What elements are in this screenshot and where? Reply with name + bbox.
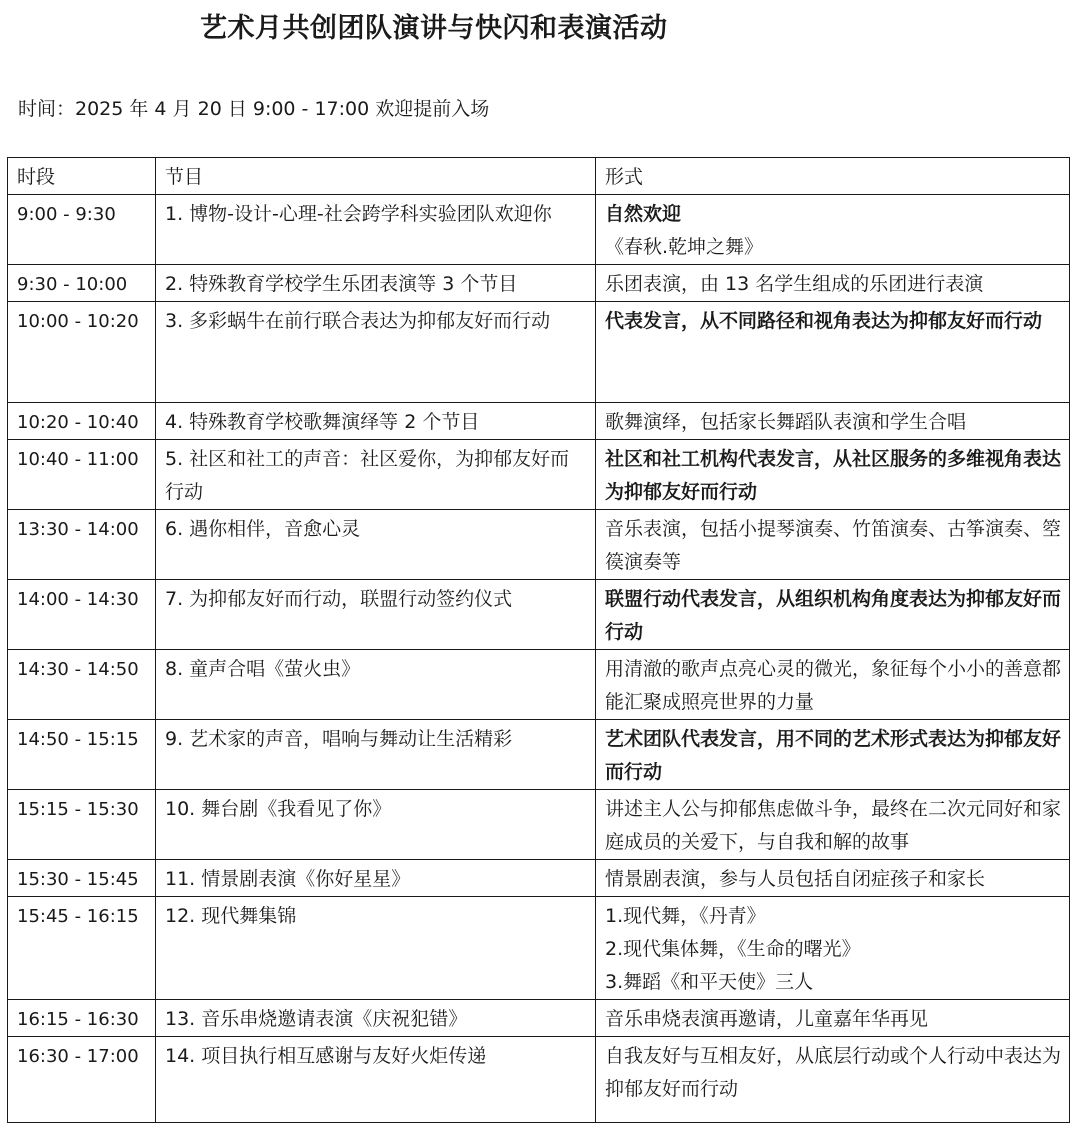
row-time: 10:40 - 11:00 bbox=[8, 440, 156, 510]
table-row bbox=[8, 302, 1070, 403]
row-program: 11. 情景剧表演《你好星星》 bbox=[156, 860, 596, 897]
form-line: 社区和社工机构代表发言，从社区服务的多维视角表达为抑郁友好而行动 bbox=[605, 448, 1062, 503]
row-program: 2. 特殊教育学校学生乐团表演等 3 个节目 bbox=[156, 265, 596, 302]
schedule-table bbox=[7, 157, 1070, 1123]
row-time: 14:30 - 14:50 bbox=[8, 650, 156, 720]
form-line: 歌舞演绎，包括家长舞蹈队表演和学生合唱 bbox=[605, 411, 967, 433]
table-row bbox=[8, 1000, 1070, 1037]
table-row bbox=[8, 1037, 1070, 1123]
row-form bbox=[596, 897, 1070, 1000]
row-form bbox=[596, 720, 1070, 790]
row-program: 4. 特殊教育学校歌舞演绎等 2 个节目 bbox=[156, 403, 596, 440]
table-row bbox=[8, 265, 1070, 302]
form-line: 代表发言，从不同路径和视角表达为抑郁友好而行动 bbox=[605, 310, 1043, 332]
table-row bbox=[8, 195, 1070, 265]
row-form bbox=[596, 510, 1070, 580]
row-program: 10. 舞台剧《我看见了你》 bbox=[156, 790, 596, 860]
row-program: 13. 音乐串烧邀请表演《庆祝犯错》 bbox=[156, 1000, 596, 1037]
table-row bbox=[8, 510, 1070, 580]
row-form bbox=[596, 1000, 1070, 1037]
document-title: 艺术月共创团队演讲与快闪和表演活动 bbox=[200, 13, 668, 44]
table-row bbox=[8, 897, 1070, 1000]
row-time: 13:30 - 14:00 bbox=[8, 510, 156, 580]
form-line: 情景剧表演，参与人员包括自闭症孩子和家长 bbox=[605, 868, 986, 890]
form-line: 自然欢迎 bbox=[605, 203, 682, 225]
row-form bbox=[596, 650, 1070, 720]
table-row bbox=[8, 650, 1070, 720]
form-line: 自我友好与互相友好，从底层行动或个人行动中表达为抑郁友好而行动 bbox=[605, 1045, 1062, 1100]
row-program: 9. 艺术家的声音，唱响与舞动让生活精彩 bbox=[156, 720, 596, 790]
form-line: 用清澈的歌声点亮心灵的微光，象征每个小小的善意都能汇聚成照亮世界的力量 bbox=[605, 658, 1062, 713]
row-form bbox=[596, 860, 1070, 897]
form-line: 讲述主人公与抑郁焦虑做斗争，最终在二次元同好和家庭成员的关爱下，与自我和解的故事 bbox=[605, 798, 1062, 853]
form-line: 1.现代舞，《丹青》 bbox=[605, 905, 766, 927]
row-program: 8. 童声合唱《萤火虫》 bbox=[156, 650, 596, 720]
row-time: 9:30 - 10:00 bbox=[8, 265, 156, 302]
row-time: 10:20 - 10:40 bbox=[8, 403, 156, 440]
row-time: 15:15 - 15:30 bbox=[8, 790, 156, 860]
row-form bbox=[596, 302, 1070, 403]
form-line: 2.现代集体舞，《生命的曙光》 bbox=[605, 938, 861, 960]
table-row bbox=[8, 860, 1070, 897]
table-row bbox=[8, 403, 1070, 440]
row-form bbox=[596, 1037, 1070, 1123]
table-header-row bbox=[8, 158, 1070, 195]
form-line: 艺术团队代表发言，用不同的艺术形式表达为抑郁友好而行动 bbox=[605, 728, 1062, 783]
row-time: 14:00 - 14:30 bbox=[8, 580, 156, 650]
row-form bbox=[596, 790, 1070, 860]
row-program: 5. 社区和社工的声音：社区爱你，为抑郁友好而行动 bbox=[156, 440, 596, 510]
form-line: 音乐表演，包括小提琴演奏、竹笛演奏、古筝演奏、箜篌演奏等 bbox=[605, 518, 1062, 573]
row-program: 1. 博物-设计-心理-社会跨学科实验团队欢迎你 bbox=[156, 195, 596, 265]
form-line: 《春秋.乾坤之舞》 bbox=[605, 236, 764, 258]
table-row bbox=[8, 580, 1070, 650]
row-program: 6. 遇你相伴，音愈心灵 bbox=[156, 510, 596, 580]
form-line: 乐团表演，由 13 名学生组成的乐团进行表演 bbox=[605, 273, 984, 295]
table-row bbox=[8, 720, 1070, 790]
header-program: 节目 bbox=[156, 158, 596, 195]
table-row bbox=[8, 440, 1070, 510]
header-time: 时段 bbox=[8, 158, 156, 195]
form-line: 音乐串烧表演再邀请，儿童嘉年华再见 bbox=[605, 1008, 929, 1030]
row-form bbox=[596, 440, 1070, 510]
header-form: 形式 bbox=[596, 158, 1070, 195]
row-time: 10:00 - 10:20 bbox=[8, 302, 156, 403]
row-program: 14. 项目执行相互感谢与友好火炬传递 bbox=[156, 1037, 596, 1123]
row-form bbox=[596, 403, 1070, 440]
row-time: 9:00 - 9:30 bbox=[8, 195, 156, 265]
row-program: 3. 多彩蜗牛在前行联合表达为抑郁友好而行动 bbox=[156, 302, 596, 403]
row-time: 14:50 - 15:15 bbox=[8, 720, 156, 790]
row-form bbox=[596, 265, 1070, 302]
table-row bbox=[8, 790, 1070, 860]
row-form bbox=[596, 580, 1070, 650]
row-program: 7. 为抑郁友好而行动，联盟行动签约仪式 bbox=[156, 580, 596, 650]
row-time: 15:45 - 16:15 bbox=[8, 897, 156, 1000]
row-program: 12. 现代舞集锦 bbox=[156, 897, 596, 1000]
row-time: 16:30 - 17:00 bbox=[8, 1037, 156, 1123]
row-form bbox=[596, 195, 1070, 265]
event-time-line: 时间：2025 年 4 月 20 日 9:00 - 17:00 欢迎提前入场 bbox=[18, 98, 490, 120]
row-time: 16:15 - 16:30 bbox=[8, 1000, 156, 1037]
row-time: 15:30 - 15:45 bbox=[8, 860, 156, 897]
form-line: 3.舞蹈《和平天使》三人 bbox=[605, 971, 814, 993]
form-line: 联盟行动代表发言，从组织机构角度表达为抑郁友好而行动 bbox=[605, 588, 1062, 643]
